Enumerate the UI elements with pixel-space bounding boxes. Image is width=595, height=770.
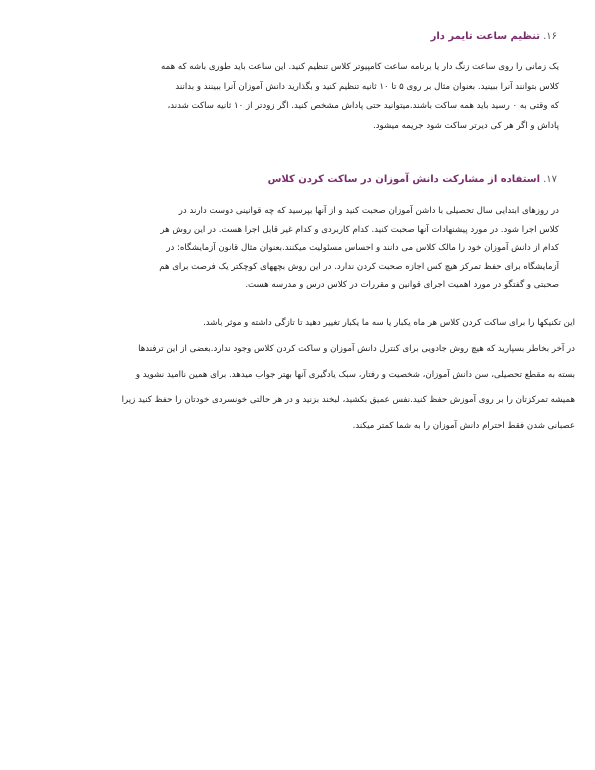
paragraph-line: پاداش و اگر هر کی دیرتر ساکت شود جریمه میشود. [373,120,559,131]
section-16-paragraph [53,58,559,136]
paragraph-line: کلاس اجرا شود. در مورد پیشنهادات آنها صحبت کنید. کدام کاربردی و کدام غیر قابل اجرا هست. در این روش هر [160,224,559,235]
section-16-number: ۱۶. [543,31,557,42]
section-17-number: ۱۷. [543,174,557,185]
paragraph-line: آزمایشگاه برای حفظ تمرکز هیچ کس اجازه صحبت کردن ندارد. در این روش بچههای کوچکتر یک فرصت برای هم [159,261,559,272]
paragraph-line: همیشه تمرکزتان را بر روی آموزش حفظ کنید.نفس عمیق بکشید، لبخند بزنید و در هر حالتی خونسردی خودتان را حفظ کنید زیرا [121,395,575,405]
paragraph-line: صحبتی و گفتگو در مورد اهمیت اجرای قوانین و مقررات در کلاس درس و مدرسه هست. [245,280,559,290]
closing-first-paragraph [19,314,575,332]
section-17-paragraph [49,202,559,295]
paragraph-line: کدام از دانش آموزان خود را مالک کلاس می دانند و احساس مسئولیت میکنند.بعنوان مثال قانون آزمایشگاه: در [166,243,559,253]
paragraph-line: این تکنیکها را برای ساکت کردن کلاس هر ماه یکبار یا سه ما یکبار تغییر دهید تا تازگی داشته و موثر باشد. [203,318,575,328]
paragraph-line: در آخر بخاطر بسپارید که هیچ روش جادویی برای کنترل دانش آموزان و ساکت کردن کلاس وجود ندارد.بعضی از این ترفندها [138,344,575,354]
section-16-heading [431,30,557,44]
section-17-heading [268,173,557,187]
paragraph-line: که وقتی به ۰ رسید باید همه ساکت باشند.میتوانید حتی پاداش مشخص کنید. اگر زودتر از ۱۰ ثانیه ساکت شدند، [167,101,559,111]
paragraph-line: یک زمانی را روی ساعت زنگ دار یا برنامه ساعت کامپیوتر کلاس تنظیم کنید. این ساعت باید طوری باشه که همه [161,62,559,72]
closing-paragraph [19,337,575,439]
paragraph-line: بسته به مقطع تحصیلی، سن دانش آموزان، شخصیت و رفتار، سبک یادگیری آنها بهتر جواب میدهد. برای همین ناامید نشوید و [135,369,575,380]
paragraph-line: در روزهای ابتدایی سال تحصیلی با داشن آموزان صحبت کنید و از آنها بپرسید که چه قوانینی دوست دارند در [178,206,559,216]
paragraph-line: عصبانی شدن فقط احترام دانش آموزان را به شما کمتر میکند. [352,420,575,431]
section-17-title: استفاده از مشارکت دانش آموزان در ساکت کردن کلاس [267,174,541,185]
paragraph-line: کلاس بتوانند آنرا ببینید. بعنوان مثال بر روی ۵ تا ۱۰ ثانیه تنظیم کنید و بگذارید دانش آموزان آنرا ببینند و بدانند [175,81,559,92]
section-16-title: تنظیم ساعت تایمر دار [430,31,541,42]
